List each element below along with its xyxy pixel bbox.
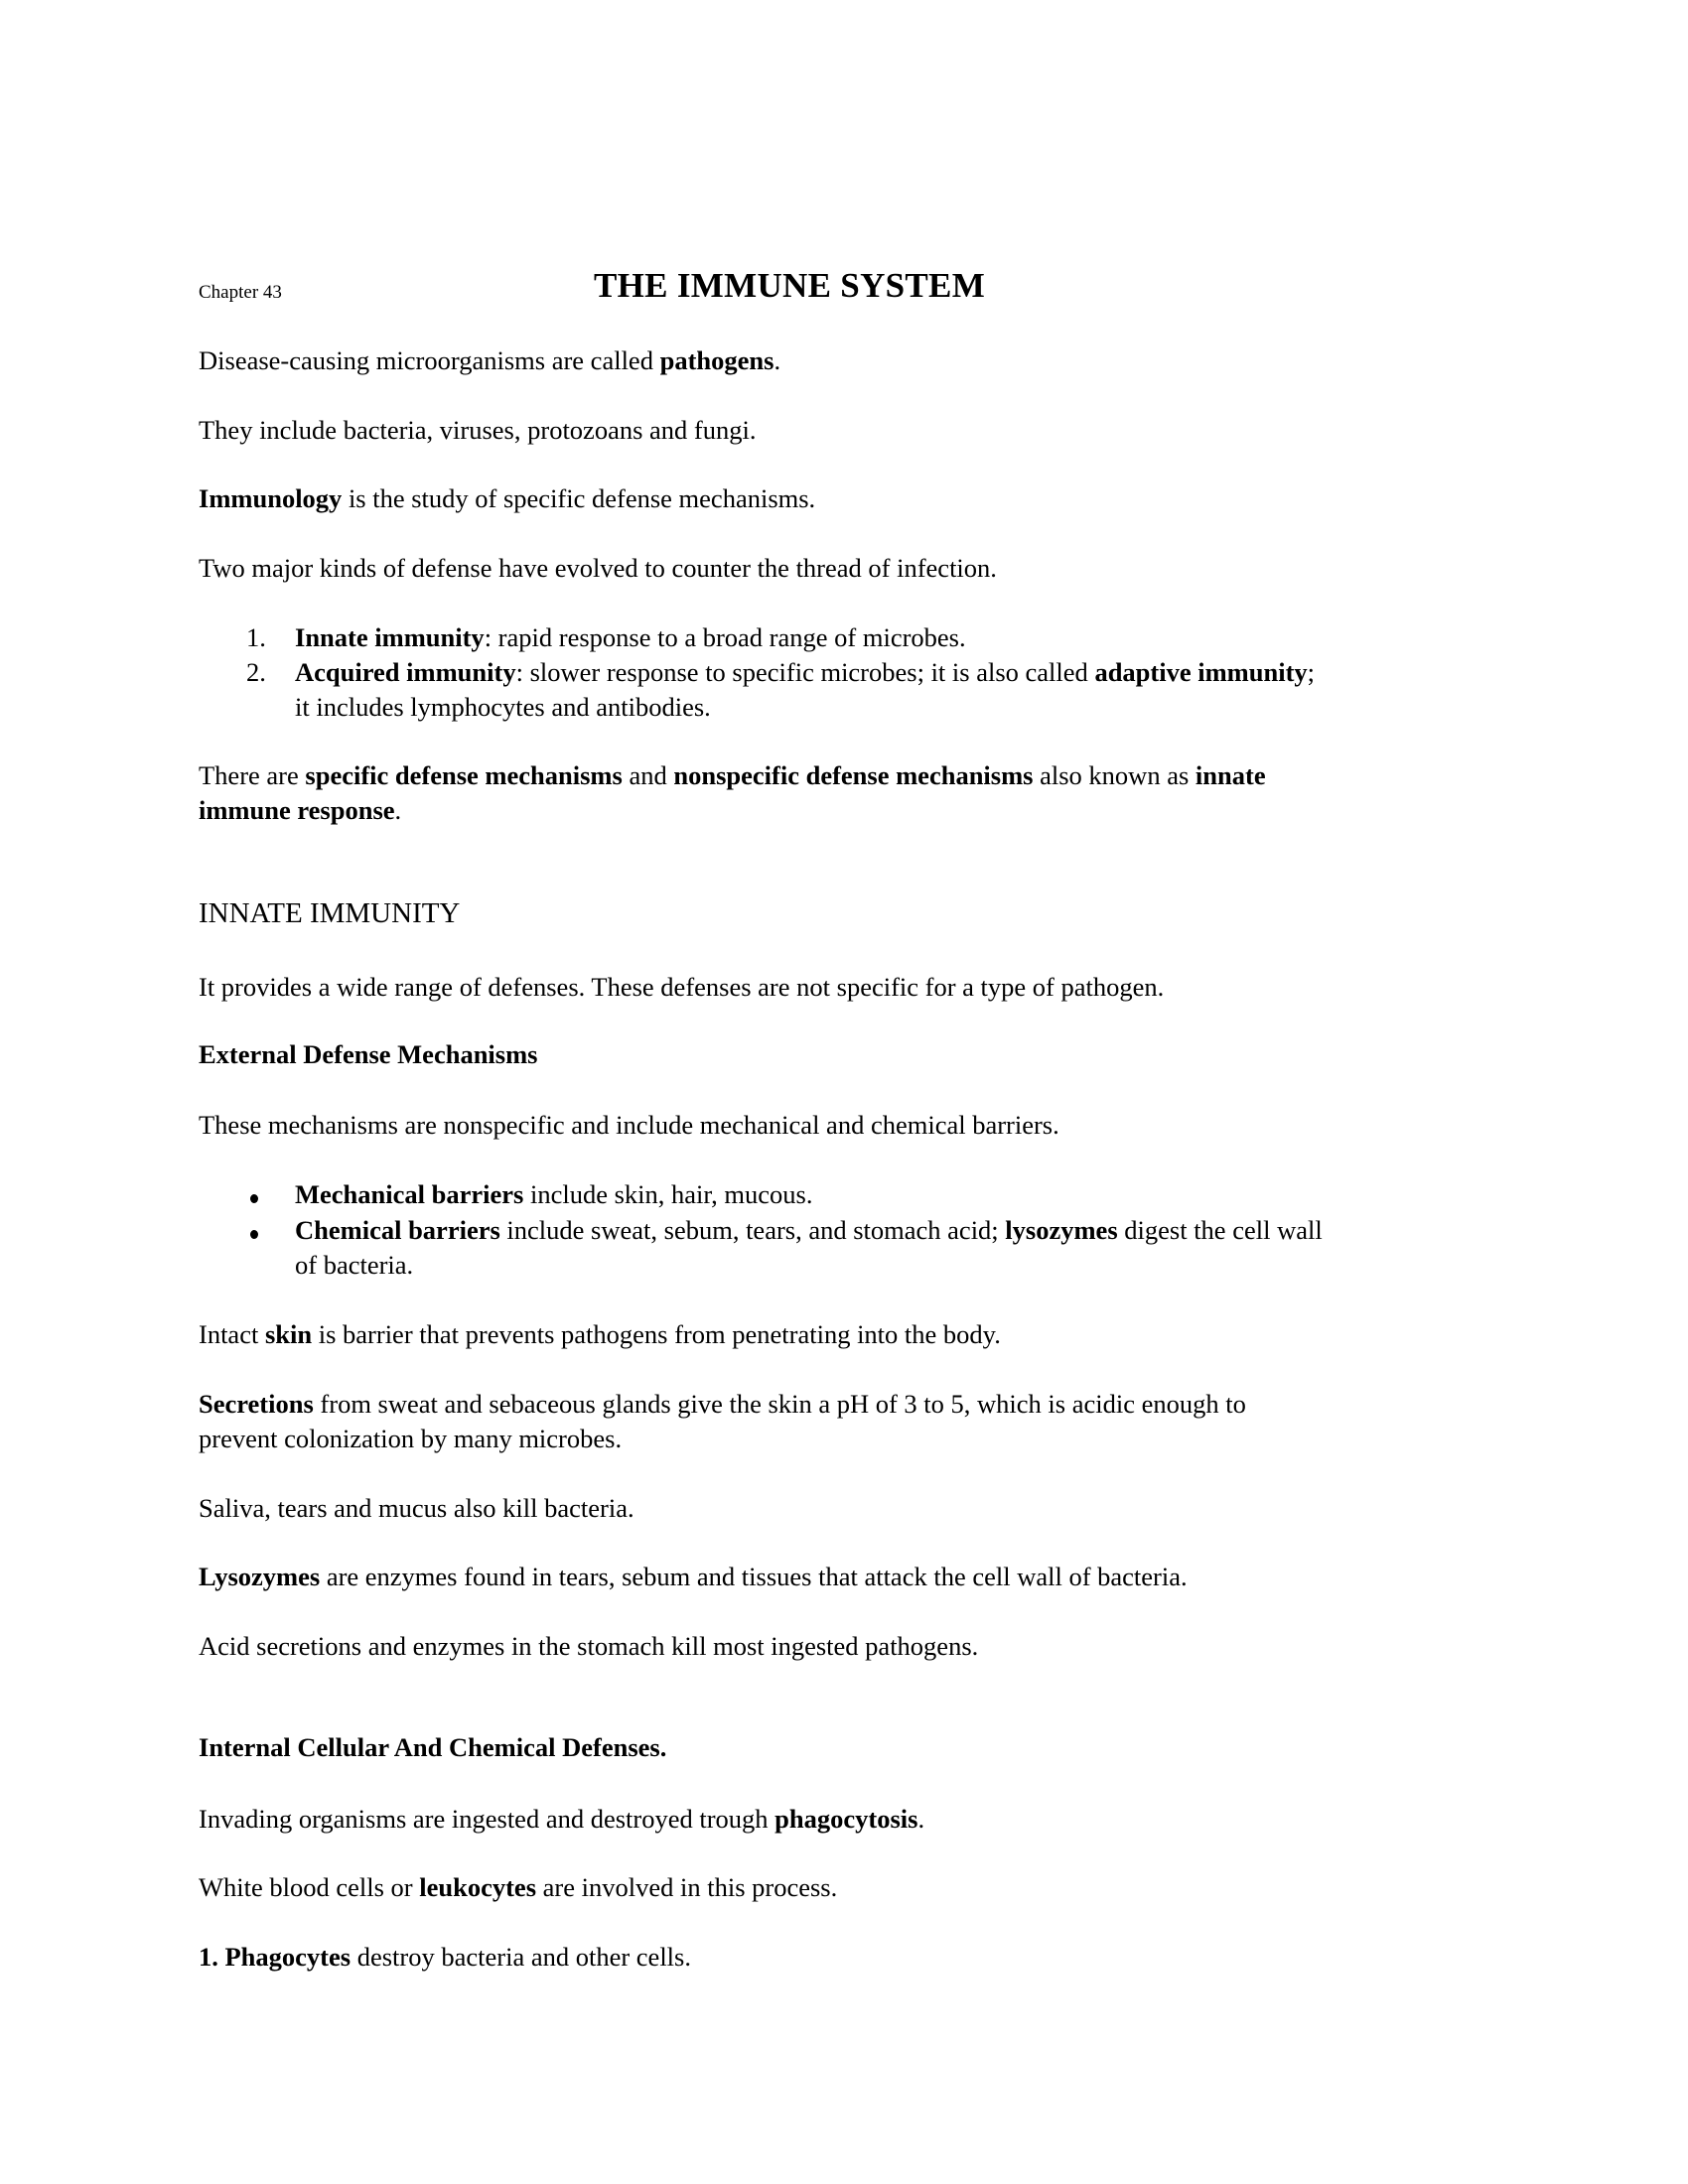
text: : rapid response to a broad range of microbes. [484,622,966,652]
term-innate: innate [1195,760,1266,790]
term-innate-immunity: Innate immunity [295,622,485,652]
text: destroy bacteria and other cells. [351,1942,691,1972]
term-adaptive-immunity: adaptive immunity [1094,657,1308,687]
term-nonspecific: nonspecific defense mechanisms [673,760,1034,790]
paragraph-external-intro: These mechanisms are nonspecific and include mechanical and chemical barriers. [199,1110,1059,1140]
text: Disease-causing microorganisms are called [199,345,660,375]
text: ; [1307,657,1316,687]
subheading-external: External Defense Mechanisms [199,1039,538,1069]
term-acquired-immunity: Acquired immunity [295,657,516,687]
paragraph-innate-intro: It provides a wide range of defenses. These defenses are not specific for a type of pathogen. [199,972,1165,1002]
term-mechanical-barriers: Mechanical barriers [295,1179,524,1209]
subheading-internal: Internal Cellular And Chemical Defenses. [199,1732,667,1762]
paragraph-pathogens [199,343,780,378]
term-immune-response: immune response [199,795,395,825]
list-item-acquired-line2: it includes lymphocytes and antibodies. [295,692,711,722]
text: and [622,760,674,790]
paragraph-lysozymes [199,1560,1188,1594]
text: digest the cell wall [1117,1215,1323,1245]
term-skin: skin [264,1319,313,1349]
text: There are [199,760,306,790]
term-lysozymes: lysozymes [1005,1215,1118,1245]
term-lysozymes: Lysozymes [199,1562,321,1591]
term-leukocytes: leukocytes [419,1872,537,1902]
chapter-label: Chapter 43 [199,282,282,303]
text: is barrier that prevents pathogens from penetrating into the body. [312,1319,1001,1349]
text: is the study of specific defense mechanisms. [342,483,816,513]
text: include skin, hair, mucous. [523,1179,813,1209]
text: . [394,795,402,825]
bullet-icon [250,1194,258,1203]
text: White blood cells or [199,1872,420,1902]
term-phagocytes: 1. Phagocytes [199,1942,352,1972]
bullet-icon [250,1230,258,1239]
term-chemical-barriers: Chemical barriers [295,1215,500,1245]
term-secretions: Secretions [199,1389,314,1419]
paragraph-leukocytes [199,1870,837,1905]
paragraph-defense-mechanisms-line2 [199,793,401,828]
paragraph-skin [199,1317,1001,1352]
page-title: THE IMMUNE SYSTEM [594,266,986,305]
text: Intact [199,1319,265,1349]
text: are enzymes found in tears, sebum and tissues that attack the cell wall of bacteria. [320,1562,1188,1591]
text: also known as [1033,760,1196,790]
paragraph-secretions-line2: prevent colonization by many microbes. [199,1424,623,1453]
paragraph-defense-mechanisms [199,758,1266,793]
paragraph-phagocytes [199,1940,691,1975]
text: are involved in this process. [536,1872,838,1902]
term-immunology: Immunology [199,483,343,513]
paragraph-immunology [199,481,815,516]
section-heading-innate: INNATE IMMUNITY [199,897,461,929]
text: . [917,1804,925,1834]
text: from sweat and sebaceous glands give the skin a pH of 3 to 5, which is acidic enough to [313,1389,1246,1419]
paragraph-two-defenses: Two major kinds of defense have evolved to counter the thread of infection. [199,553,997,583]
paragraph-phagocytosis [199,1802,924,1837]
text: Invading organisms are ingested and destroyed trough [199,1804,775,1834]
paragraph-secretions [199,1387,1246,1422]
list-marker: 2. [246,657,266,687]
text: include sweat, sebum, tears, and stomach acid; [499,1215,1006,1245]
text: . [774,345,781,375]
bullet-item-mechanical [295,1177,812,1212]
term-pathogens: pathogens [659,345,774,375]
list-item-acquired [295,655,1315,690]
bullet-item-chemical-line2: of bacteria. [295,1250,414,1280]
bullet-item-chemical [295,1213,1323,1248]
term-phagocytosis: phagocytosis [774,1804,918,1834]
paragraph-acid: Acid secretions and enzymes in the stomach kill most ingested pathogens. [199,1631,979,1661]
list-marker: 1. [246,622,266,652]
paragraph-pathogen-types: They include bacteria, viruses, protozoans and fungi. [199,415,757,445]
text: : slower response to specific microbes; it is also called [515,657,1095,687]
paragraph-saliva: Saliva, tears and mucus also kill bacteria. [199,1493,634,1523]
term-specific: specific defense mechanisms [305,760,623,790]
list-item-innate [295,620,966,655]
